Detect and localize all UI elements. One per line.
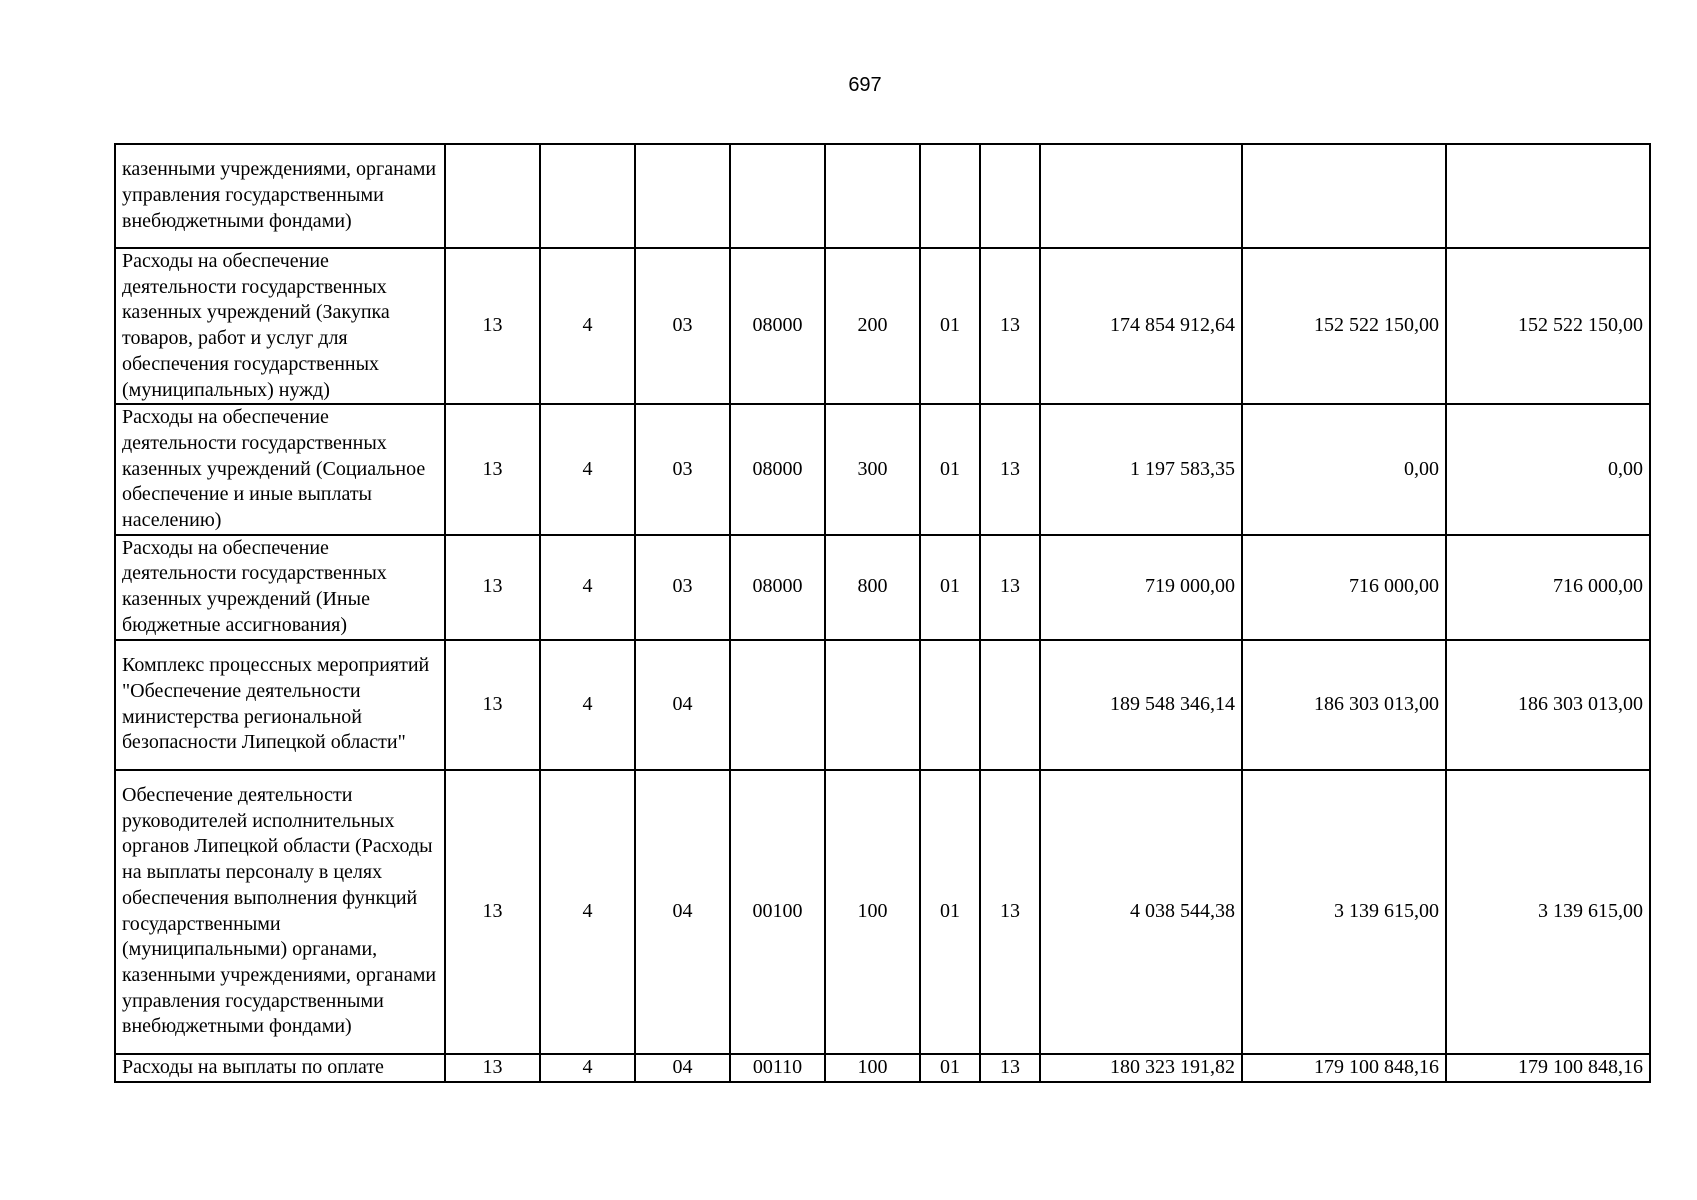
code-complex: 04 (635, 1054, 730, 1082)
code-section: 13 (445, 248, 540, 404)
code-section: 13 (445, 404, 540, 535)
code-subsection: 13 (980, 404, 1040, 535)
code-complex: 04 (635, 770, 730, 1054)
amount-year-3: 179 100 848,16 (1446, 1054, 1650, 1082)
row-description: Расходы на обеспечение деятельности государственных казенных учреждений (Иные бюджетные ассигнования) (115, 535, 445, 640)
code-direction (730, 640, 825, 770)
code-expense-type: 100 (825, 770, 920, 1054)
amount-year-2: 179 100 848,16 (1242, 1054, 1446, 1082)
code-expense-type: 100 (825, 1054, 920, 1082)
code-subprogram: 4 (540, 535, 635, 640)
row-description: Расходы на обеспечение деятельности государственных казенных учреждений (Закупка товаров, работ и услуг для обеспечения государственных (муниципальных) нужд) (115, 248, 445, 404)
code-complex: 03 (635, 404, 730, 535)
amount-year-3 (1446, 144, 1650, 248)
code-direction: 00110 (730, 1054, 825, 1082)
code-complex: 03 (635, 535, 730, 640)
table-row (115, 404, 1650, 535)
code-expense-type: 300 (825, 404, 920, 535)
amount-year-1 (1040, 144, 1242, 248)
code-direction (730, 144, 825, 248)
code-direction: 08000 (730, 248, 825, 404)
code-chapter (920, 640, 980, 770)
amount-year-2: 186 303 013,00 (1242, 640, 1446, 770)
code-section: 13 (445, 1054, 540, 1082)
amount-year-2 (1242, 144, 1446, 248)
amount-year-2: 0,00 (1242, 404, 1446, 535)
row-description: Расходы на обеспечение деятельности государственных казенных учреждений (Социальное обеспечение и иные выплаты населению) (115, 404, 445, 535)
row-description: Расходы на выплаты по оплате (115, 1054, 445, 1082)
code-complex: 03 (635, 248, 730, 404)
code-direction: 00100 (730, 770, 825, 1054)
code-chapter: 01 (920, 770, 980, 1054)
code-section: 13 (445, 535, 540, 640)
code-direction: 08000 (730, 404, 825, 535)
amount-year-2: 152 522 150,00 (1242, 248, 1446, 404)
code-subsection (980, 144, 1040, 248)
code-expense-type (825, 144, 920, 248)
code-subprogram: 4 (540, 770, 635, 1054)
code-complex (635, 144, 730, 248)
code-subprogram: 4 (540, 640, 635, 770)
code-subprogram: 4 (540, 248, 635, 404)
code-subprogram: 4 (540, 1054, 635, 1082)
row-description: Обеспечение деятельности руководителей исполнительных органов Липецкой области (Расходы на выплаты персоналу в целях обеспечения выполнения функций государственными (муниципальными) органами, казенными учреждениями, органами управления государственными внебюджетными фондами) (115, 770, 445, 1054)
code-section (445, 144, 540, 248)
amount-year-1: 719 000,00 (1040, 535, 1242, 640)
code-subprogram: 4 (540, 404, 635, 535)
code-complex: 04 (635, 640, 730, 770)
table-row (115, 1054, 1650, 1082)
table-row (115, 535, 1650, 640)
code-section: 13 (445, 770, 540, 1054)
table-row (115, 248, 1650, 404)
amount-year-3: 152 522 150,00 (1446, 248, 1650, 404)
amount-year-3: 186 303 013,00 (1446, 640, 1650, 770)
amount-year-2: 3 139 615,00 (1242, 770, 1446, 1054)
row-description: Комплекс процессных мероприятий "Обеспечение деятельности министерства региональной безопасности Липецкой области" (115, 640, 445, 770)
amount-year-2: 716 000,00 (1242, 535, 1446, 640)
code-direction: 08000 (730, 535, 825, 640)
code-chapter: 01 (920, 535, 980, 640)
amount-year-3: 3 139 615,00 (1446, 770, 1650, 1054)
amount-year-1: 180 323 191,82 (1040, 1054, 1242, 1082)
code-expense-type: 800 (825, 535, 920, 640)
code-subsection: 13 (980, 248, 1040, 404)
code-section: 13 (445, 640, 540, 770)
amount-year-3: 716 000,00 (1446, 535, 1650, 640)
amount-year-1: 1 197 583,35 (1040, 404, 1242, 535)
amount-year-1: 174 854 912,64 (1040, 248, 1242, 404)
code-subprogram (540, 144, 635, 248)
code-subsection: 13 (980, 770, 1040, 1054)
code-chapter: 01 (920, 404, 980, 535)
code-expense-type (825, 640, 920, 770)
code-subsection (980, 640, 1040, 770)
code-expense-type: 200 (825, 248, 920, 404)
amount-year-1: 4 038 544,38 (1040, 770, 1242, 1054)
table-row (115, 144, 1650, 248)
amount-year-3: 0,00 (1446, 404, 1650, 535)
page-number: 697 (848, 74, 882, 96)
table-row (115, 640, 1650, 770)
code-chapter: 01 (920, 248, 980, 404)
code-chapter (920, 144, 980, 248)
code-subsection: 13 (980, 535, 1040, 640)
code-subsection: 13 (980, 1054, 1040, 1082)
amount-year-1: 189 548 346,14 (1040, 640, 1242, 770)
table-row (115, 770, 1650, 1054)
code-chapter: 01 (920, 1054, 980, 1082)
budget-table (114, 143, 1651, 1083)
row-description: казенными учреждениями, органами управления государственными внебюджетными фондами) (115, 144, 445, 248)
